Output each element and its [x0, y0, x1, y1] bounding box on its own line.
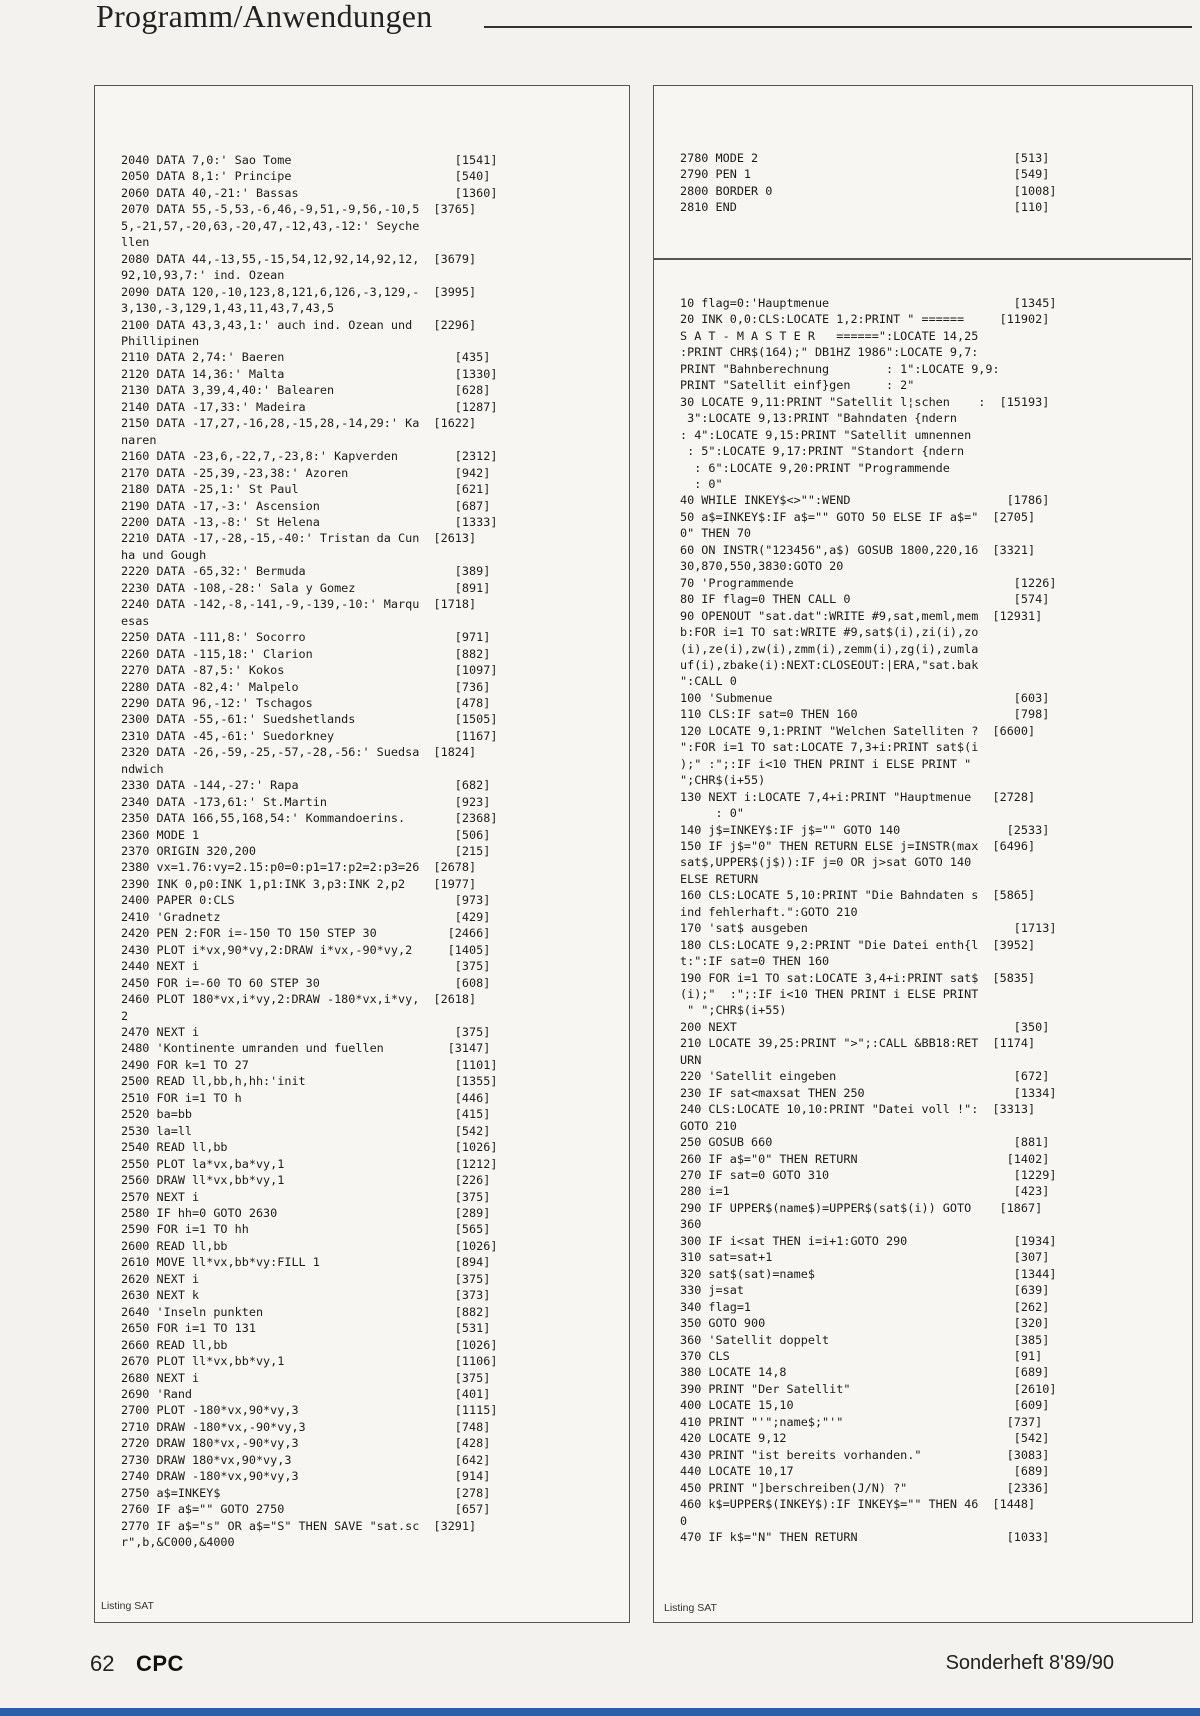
code-line: ndwich	[121, 761, 164, 776]
code-line: 2720 DRAW 180*vx,-90*vy,3 [428]	[121, 1436, 491, 1451]
code-line: 100 'Submenue [603]	[680, 690, 1050, 705]
code-line: 92,10,93,7:' ind. Ozean	[121, 268, 285, 283]
code-line: );" :";:IF i<10 THEN PRINT i ELSE PRINT "	[680, 756, 972, 771]
code-line: 250 GOSUB 660 [881]	[680, 1135, 1050, 1150]
code-line: 2500 READ ll,bb,h,hh:'init [1355]	[121, 1074, 498, 1089]
code-line: 2340 DATA -173,61:' St.Martin [923]	[121, 794, 491, 809]
code-line: 2460 PLOT 180*vx,i*vy,2:DRAW -180*vx,i*vy, [2618]	[121, 992, 477, 1007]
left-listing-panel	[94, 85, 630, 1623]
code-line: 220 'Satellit eingeben [672]	[680, 1069, 1050, 1084]
code-line: 190 FOR i=1 TO sat:LOCATE 3,4+i:PRINT sat$ [5835]	[680, 970, 1036, 985]
code-line: 2710 DRAW -180*vx,-90*vy,3 [748]	[121, 1419, 491, 1434]
code-line: 2160 DATA -23,6,-22,7,-23,8:' Kapverden [2312]	[121, 449, 498, 464]
code-line: 2600 READ ll,bb [1026]	[121, 1238, 498, 1253]
code-line: 2060 DATA 40,-21:' Bassas [1360]	[121, 185, 498, 200]
code-line: 400 LOCATE 15,10 [609]	[680, 1398, 1050, 1413]
code-line: 290 IF UPPER$(name$)=UPPER$(sat$(i)) GOTO [1867]	[680, 1200, 1043, 1215]
right-bottom-listing-code	[680, 295, 1056, 1545]
code-line: 2290 DATA 96,-12:' Tschagos [478]	[121, 695, 491, 710]
right-panel-divider	[654, 258, 1191, 260]
code-line: 2580 IF hh=0 GOTO 2630 [289]	[121, 1206, 491, 1220]
code-line: 70 'Programmende [1226]	[680, 575, 1057, 590]
code-line: 440 LOCATE 10,17 [689]	[680, 1464, 1050, 1479]
code-line: 2280 DATA -82,4:' Malpelo [736]	[121, 679, 491, 694]
code-line: uf(i),zbake(i):NEXT:CLOSEOUT:|ERA,"sat.bak	[680, 657, 979, 672]
code-line: 3,130,-3,129,1,43,11,43,7,43,5	[121, 301, 335, 316]
code-line: 2470 NEXT i [375]	[121, 1025, 491, 1040]
code-line: 50 a$=INKEY$:IF a$="" GOTO 50 ELSE IF a$=" [2705]	[680, 509, 1036, 524]
code-line: 10 flag=0:'Hauptmenue [1345]	[680, 296, 1057, 310]
code-line: 2330 DATA -144,-27:' Rapa [682]	[121, 778, 491, 793]
code-line: 420 LOCATE 9,12 [542]	[680, 1431, 1050, 1446]
code-line: 360	[680, 1217, 702, 1232]
code-line: 2660 READ ll,bb [1026]	[121, 1337, 498, 1352]
code-line: 2450 FOR i=-60 TO 60 STEP 30 [608]	[121, 975, 491, 990]
code-line: :PRINT CHR$(164);" DB1HZ 1986":LOCATE 9,7:	[680, 345, 979, 360]
code-line: : 6":LOCATE 9,20:PRINT "Programmende	[694, 460, 950, 475]
code-line: 460 k$=UPPER$(INKEY$):IF INKEY$="" THEN 46 [1448]	[680, 1497, 1036, 1512]
code-line: 2700 PLOT -180*vx,90*vy,3 [1115]	[121, 1403, 498, 1418]
code-line: 2750 a$=INKEY$ [278]	[121, 1485, 491, 1500]
code-line: 120 LOCATE 9,1:PRINT "Welchen Satelliten ? [6600]	[680, 723, 1036, 738]
code-line: 2240 DATA -142,-8,-141,-9,-139,-10:' Marqu [1718]	[121, 597, 477, 612]
code-line: 2540 READ ll,bb [1026]	[121, 1140, 498, 1155]
right-listing-panel	[653, 85, 1193, 1623]
code-line: 90 OPENOUT "sat.dat":WRITE #9,sat,meml,mem [12931]	[680, 608, 1043, 623]
code-line: 2140 DATA -17,33:' Madeira [1287]	[121, 399, 498, 414]
code-line: 2650 FOR i=1 TO 131 [531]	[121, 1321, 491, 1336]
code-line: 2490 FOR k=1 TO 27 [1101]	[121, 1057, 498, 1072]
code-line: 330 j=sat [639]	[680, 1283, 1050, 1298]
code-line: 130 NEXT i:LOCATE 7,4+i:PRINT "Hauptmenue [2728]	[680, 789, 1036, 804]
page-section-title: Programm/Anwendungen	[96, 0, 433, 34]
right-listing-caption: Listing SAT	[664, 1602, 717, 1614]
code-line: 30,870,550,3830:GOTO 20	[680, 559, 844, 574]
code-line: 200 NEXT [350]	[680, 1019, 1050, 1034]
code-line: 2400 PAPER 0:CLS [973]	[121, 893, 491, 908]
code-line: 2770 IF a$="s" OR a$="S" THEN SAVE "sat.sc [3291]	[121, 1518, 477, 1533]
code-line: 2130 DATA 3,39,4,40:' Balearen [628]	[121, 383, 491, 398]
left-listing-caption: Listing SAT	[101, 1600, 154, 1612]
code-line: ";CHR$(i+55)	[680, 773, 766, 788]
code-line: 2810 END [110]	[680, 200, 1050, 215]
code-line: 2360 MODE 1 [506]	[121, 827, 491, 842]
code-line: 2200 DATA -13,-8:' St Helena [1333]	[121, 514, 498, 529]
code-line: 20 INK 0,0:CLS:LOCATE 1,2:PRINT " ====== [11902]	[680, 312, 1050, 327]
code-line: 300 IF i<sat THEN i=i+1:GOTO 290 [1934]	[680, 1233, 1057, 1248]
code-line: 390 PRINT "Der Satellit" [2610]	[680, 1381, 1057, 1396]
code-line: 2070 DATA 55,-5,53,-6,46,-9,51,-9,56,-10,5 [3765]	[121, 202, 477, 217]
code-line: 2100 DATA 43,3,43,1:' auch ind. Ozean und [2296]	[121, 317, 477, 332]
code-line: S A T - M A S T E R ======":LOCATE 14,25	[680, 328, 979, 343]
code-line: 80 IF flag=0 THEN CALL 0 [574]	[680, 592, 1050, 607]
code-line: 2270 DATA -87,5:' Kokos [1097]	[121, 663, 498, 678]
code-line: 2800 BORDER 0 [1008]	[680, 183, 1057, 198]
code-line: 360 'Satellit doppelt [385]	[680, 1332, 1050, 1347]
code-line: 2420 PEN 2:FOR i=-150 TO 150 STEP 30 [2466]	[121, 926, 491, 941]
code-line: sat$,UPPER$(j$)):IF j=0 OR j>sat GOTO 140	[680, 855, 972, 870]
code-line: 2050 DATA 8,1:' Principe [540]	[121, 169, 491, 184]
code-line: 2320 DATA -26,-59,-25,-57,-28,-56:' Suedsa [1824]	[121, 745, 477, 760]
code-line: 2630 NEXT k [373]	[121, 1288, 491, 1303]
code-line: 2780 MODE 2 [513]	[680, 151, 1050, 165]
code-line: 2620 NEXT i [375]	[121, 1271, 491, 1286]
code-line: 320 sat$(sat)=name$ [1344]	[680, 1266, 1057, 1281]
code-line: 30 LOCATE 9,11:PRINT "Satellit l¦schen : [15193]	[680, 394, 1050, 409]
code-line: : 4":LOCATE 9,15:PRINT "Satellit umnennen	[680, 427, 972, 442]
code-line: 240 CLS:LOCATE 10,10:PRINT "Datei voll !": [3313]	[680, 1102, 1036, 1117]
header-rule	[484, 26, 1192, 28]
code-line: " ";CHR$(i+55)	[687, 1003, 787, 1018]
code-line: PRINT "Bahnberechnung : 1":LOCATE 9,9:	[680, 361, 1000, 376]
code-line: 2570 NEXT i [375]	[121, 1189, 491, 1204]
issue-label: Sonderheft 8'89/90	[945, 1652, 1114, 1674]
code-line: 2560 DRAW ll*vx,bb*vy,1 [226]	[121, 1173, 491, 1188]
code-line: 170 'sat$ ausgeben [1713]	[680, 921, 1057, 936]
code-line: 2370 ORIGIN 320,200 [215]	[121, 844, 491, 859]
code-line: 2180 DATA -25,1:' St Paul [621]	[121, 482, 491, 497]
code-line: (i);" :";:IF i<10 THEN PRINT i ELSE PRINT	[680, 987, 979, 1002]
code-line: 2410 'Gradnetz [429]	[121, 909, 491, 924]
code-line: 2110 DATA 2,74:' Baeren [435]	[121, 350, 491, 365]
code-line: 2610 MOVE ll*vx,bb*vy:FILL 1 [894]	[121, 1255, 491, 1270]
code-line: 2230 DATA -108,-28:' Sala y Gomez [891]	[121, 580, 491, 595]
code-line: 0	[680, 1513, 688, 1528]
code-line: 2440 NEXT i [375]	[121, 959, 491, 974]
code-line: 270 IF sat=0 GOTO 310 [1229]	[680, 1168, 1057, 1183]
code-line: 450 PRINT "]berschreiben(J/N) ?" [2336]	[680, 1480, 1050, 1495]
code-line: ":CALL 0	[680, 674, 737, 689]
code-line: t:":IF sat=0 THEN 160	[680, 954, 830, 969]
code-line: ha und Gough	[121, 547, 207, 562]
code-line: 3":LOCATE 9,13:PRINT "Bahndaten {ndern	[687, 411, 957, 426]
code-line: PRINT "Satellit einf}gen : 2"	[680, 378, 915, 393]
code-line: 140 j$=INKEY$:IF j$="" GOTO 140 [2533]	[680, 822, 1050, 837]
code-line: 260 IF a$="0" THEN RETURN [1402]	[680, 1151, 1050, 1166]
code-line: 2730 DRAW 180*vx,90*vy,3 [642]	[121, 1452, 491, 1467]
code-line: 2210 DATA -17,-28,-15,-40:' Tristan da Cun [2613]	[121, 531, 477, 546]
page-number: 62	[90, 1651, 115, 1676]
code-line: 0" THEN 70	[680, 526, 752, 541]
code-line: 5,-21,57,-20,63,-20,47,-12,43,-12:' Seyche	[121, 218, 420, 233]
code-line: 340 flag=1 [262]	[680, 1299, 1050, 1314]
code-line: llen	[121, 235, 150, 250]
code-line: 370 CLS [91]	[680, 1349, 1043, 1363]
left-listing-code	[121, 152, 497, 1551]
code-line: 2740 DRAW -180*vx,90*vy,3 [914]	[121, 1469, 491, 1484]
code-line: 2040 DATA 7,0:' Sao Tome [1541]	[121, 153, 498, 167]
code-line: URN	[680, 1052, 702, 1067]
code-line: 350 GOTO 900 [320]	[680, 1316, 1050, 1331]
code-line: 2790 PEN 1 [549]	[680, 167, 1050, 182]
code-line: 2430 PLOT i*vx,90*vy,2:DRAW i*vx,-90*vy,2 [1405]	[121, 942, 491, 957]
code-line: 2170 DATA -25,39,-23,38:' Azoren [942]	[121, 465, 491, 480]
code-line: 160 CLS:LOCATE 5,10:PRINT "Die Bahndaten s [5865]	[680, 888, 1036, 903]
code-line: 230 IF sat<maxsat THEN 250 [1334]	[680, 1085, 1057, 1100]
code-line: 2690 'Rand [401]	[121, 1386, 491, 1401]
code-line: 60 ON INSTR("123456",a$) GOSUB 1800,220,16 [3321]	[680, 542, 1036, 557]
code-line: 2530 la=ll [542]	[121, 1123, 491, 1138]
code-line: 2680 NEXT i [375]	[121, 1370, 491, 1385]
code-line: 2640 'Inseln punkten [882]	[121, 1304, 491, 1319]
magazine-logo: CPC	[136, 1651, 184, 1676]
code-line: 2760 IF a$="" GOTO 2750 [657]	[121, 1502, 491, 1517]
code-line: 2390 INK 0,p0:INK 1,p1:INK 3,p3:INK 2,p2 [1977]	[121, 876, 477, 891]
code-line: 2350 DATA 166,55,168,54:' Kommandoerins. [2368]	[121, 811, 498, 826]
code-line: : 0"	[715, 806, 744, 821]
code-line: esas	[121, 613, 150, 628]
code-line: 2190 DATA -17,-3:' Ascension [687]	[121, 498, 491, 513]
code-line: 280 i=1 [423]	[680, 1184, 1050, 1199]
code-line: 110 CLS:IF sat=0 THEN 160 [798]	[680, 707, 1050, 722]
code-line: (i),ze(i),zw(i),zmm(i),zemm(i),zg(i),zumla	[680, 641, 979, 656]
code-line: 2300 DATA -55,-61:' Suedshetlands [1505]	[121, 712, 498, 727]
code-line: 2260 DATA -115,18:' Clarion [882]	[121, 646, 491, 661]
bottom-color-strip	[0, 1708, 1200, 1716]
code-line: 2250 DATA -111,8:' Socorro [971]	[121, 630, 491, 645]
code-line: Phillipinen	[121, 333, 200, 348]
code-line: 150 IF j$="0" THEN RETURN ELSE j=INSTR(max [6496]	[680, 838, 1036, 853]
code-line: 2590 FOR i=1 TO hh [565]	[121, 1222, 491, 1237]
code-line: 2080 DATA 44,-13,55,-15,54,12,92,14,92,12, [3679]	[121, 251, 477, 266]
code-line: 2150 DATA -17,27,-16,28,-15,28,-14,29:' Ka [1622]	[121, 416, 477, 431]
code-line: 470 IF k$="N" THEN RETURN [1033]	[680, 1529, 1050, 1544]
code-line: 2510 FOR i=1 TO h [446]	[121, 1090, 491, 1105]
code-line: 2380 vx=1.76:vy=2.15:p0=0:p1=17:p2=2:p3=26 [2678]	[121, 860, 477, 875]
code-line: 2550 PLOT la*vx,ba*vy,1 [1212]	[121, 1156, 498, 1171]
code-line: ELSE RETURN	[680, 871, 759, 886]
code-line: 310 sat=sat+1 [307]	[680, 1250, 1050, 1265]
right-top-listing-code	[680, 150, 1056, 216]
code-line: ind fehlerhaft.":GOTO 210	[680, 904, 858, 919]
code-line: r",b,&C000,&4000	[121, 1535, 235, 1550]
code-line: 2120 DATA 14,36:' Malta [1330]	[121, 366, 498, 381]
code-line: 380 LOCATE 14,8 [689]	[680, 1365, 1050, 1380]
code-line: 180 CLS:LOCATE 9,2:PRINT "Die Datei enth{l [3952]	[680, 937, 1036, 952]
code-line: 2670 PLOT ll*vx,bb*vy,1 [1106]	[121, 1354, 498, 1369]
code-line: 2480 'Kontinente umranden und fuellen [3147]	[121, 1041, 491, 1056]
code-line: 430 PRINT "ist bereits vorhanden." [3083]	[680, 1447, 1050, 1462]
code-line: ":FOR i=1 TO sat:LOCATE 7,3+i:PRINT sat$(i	[680, 740, 979, 755]
code-line: 2	[121, 1008, 129, 1023]
code-line: 410 PRINT "'";name$;"'" [737]	[680, 1414, 1043, 1429]
code-line: 210 LOCATE 39,25:PRINT ">";:CALL &BB18:RET [1174]	[680, 1036, 1036, 1051]
code-line: 2090 DATA 120,-10,123,8,121,6,126,-3,129,- [3995]	[121, 284, 477, 299]
code-line: b:FOR i=1 TO sat:WRITE #9,sat$(i),zi(i),zo	[680, 625, 979, 640]
code-line: : 5":LOCATE 9,17:PRINT "Standort {ndern	[687, 444, 965, 459]
code-line: 2310 DATA -45,-61:' Suedorkney [1167]	[121, 728, 498, 743]
code-line: naren	[121, 432, 157, 447]
code-line: 2220 DATA -65,32:' Bermuda [389]	[121, 564, 491, 579]
code-line: 40 WHILE INKEY$<>"":WEND [1786]	[680, 493, 1050, 508]
code-line: : 0"	[694, 476, 723, 491]
code-line: 2520 ba=bb [415]	[121, 1107, 491, 1122]
code-line: GOTO 210	[680, 1118, 737, 1133]
